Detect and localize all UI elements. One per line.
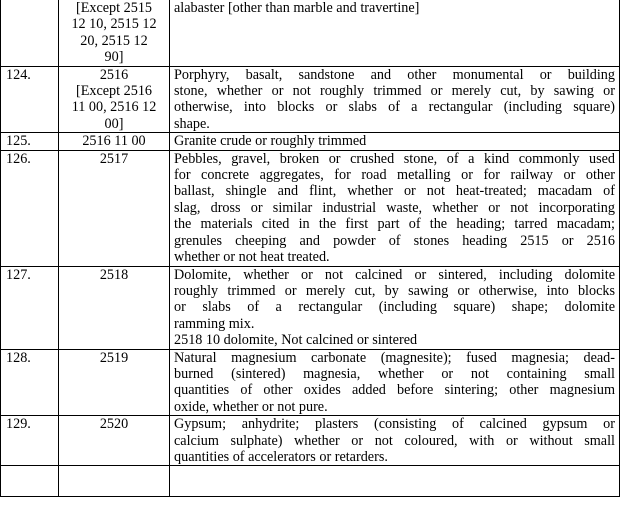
description-cell	[170, 133, 620, 150]
tariff-code-cell	[59, 66, 170, 133]
tariff-code-line: 2520	[99, 416, 129, 433]
description-line: slag, dross or similar industrial waste, whether or not incorporating	[174, 199, 615, 216]
table-row	[1, 266, 620, 349]
tariff-code-line: 2516 11 00	[82, 133, 146, 150]
description-line: oxide, whether or not pure.	[174, 398, 328, 415]
tariff-code-line: 12 10, 2515 12	[71, 16, 157, 33]
tariff-code-line: [Except 2515	[75, 0, 153, 16]
description-line: Gypsum; anhydrite; plasters (consisting of calcined gypsum or	[174, 416, 615, 433]
description-line: Natural magnesium carbonate (magnesite); fused magnesia; dead-	[174, 349, 615, 366]
description-line: grenules cheeping and powder of stones heading 2515 or 2516	[174, 232, 615, 249]
description-line: calcium sulphate) whether or not coloured, with or without small	[174, 432, 615, 449]
tariff-code-line: [Except 2516	[75, 83, 153, 100]
table-row	[1, 349, 620, 416]
description-cell	[170, 349, 620, 416]
description-line: Dolomite, whether or not calcined or sintered, including dolomite	[174, 266, 615, 283]
tariff-code-line: 2518	[99, 266, 129, 283]
description-cell	[170, 0, 620, 66]
tariff-code-line: 11 00, 2516 12	[71, 99, 157, 116]
serial-number-cell: 128.	[1, 349, 59, 416]
description-line: whether or not heat treated.	[174, 249, 330, 266]
serial-number-cell: 124.	[1, 66, 59, 133]
description-line: Porphyry, basalt, sandstone and other monumental or building	[174, 66, 615, 83]
tariff-code-line: 2517	[99, 150, 129, 167]
description-line: or slabs of a rectangular (including square) shape; dolomite	[174, 299, 615, 316]
table-row	[1, 0, 620, 66]
tariff-code-line: 2519	[99, 349, 129, 366]
description-line: the materials cited in the first part of the heading; tarred macadam;	[174, 216, 615, 233]
tariff-code-cell	[59, 133, 170, 150]
table-body	[1, 0, 620, 497]
table-row	[1, 416, 620, 466]
description-line: ramming mix.	[174, 315, 255, 332]
tariff-code-cell	[59, 349, 170, 416]
table-row	[1, 133, 620, 150]
serial-number-cell: 127.	[1, 266, 59, 349]
tariff-code-line: 2516	[99, 66, 129, 83]
tariff-code-cell	[59, 150, 170, 266]
tariff-code-cell	[59, 416, 170, 466]
description-line: alabaster [other than marble and travertine]	[174, 0, 420, 16]
tariff-code-line: 00]	[104, 115, 124, 132]
description-line: otherwise, into blocks or slabs of a rectangular (including square)	[174, 99, 615, 116]
tariff-code-cell	[59, 466, 170, 497]
description-line: quantities of other oxides added before sintering; other magnesium	[174, 382, 615, 399]
serial-number-cell: 125.	[1, 133, 59, 150]
description-cell	[170, 466, 620, 497]
description-line: for concrete aggregates, for road metalling or for railway or other	[174, 167, 615, 184]
description-line: roughly trimmed or merely cut, by sawing or otherwise, into blocks	[174, 282, 615, 299]
table-row	[1, 66, 620, 133]
tariff-code-line: 90]	[104, 49, 124, 66]
description-cell	[170, 150, 620, 266]
description-line: Granite crude or roughly trimmed	[174, 133, 367, 150]
table-row	[1, 466, 620, 497]
table-row	[1, 150, 620, 266]
description-line: Pebbles, gravel, broken or crushed stone, of a kind commonly used	[174, 150, 615, 167]
tariff-code-line: 20, 2515 12	[80, 32, 148, 49]
tariff-code-cell	[59, 0, 170, 66]
description-cell	[170, 266, 620, 349]
serial-number-cell	[1, 0, 59, 66]
description-line: ballast, shingle and flint, whether or not heat-treated; macadam of	[174, 183, 615, 200]
serial-number-cell: 129.	[1, 416, 59, 466]
serial-number-cell	[1, 466, 59, 497]
serial-number-cell: 126.	[1, 150, 59, 266]
description-line: burned (sintered) magnesia, whether or not containing small	[174, 365, 615, 382]
description-line: 2518 10 dolomite, Not calcined or sintered	[174, 332, 418, 349]
description-cell	[170, 416, 620, 466]
description-line: stone, whether or not roughly trimmed or merely cut, by sawing or	[174, 83, 615, 100]
description-line: shape.	[174, 115, 210, 132]
description-line: quantities of accelerators or retarders.	[174, 448, 388, 465]
description-cell	[170, 66, 620, 133]
tariff-code-cell	[59, 266, 170, 349]
